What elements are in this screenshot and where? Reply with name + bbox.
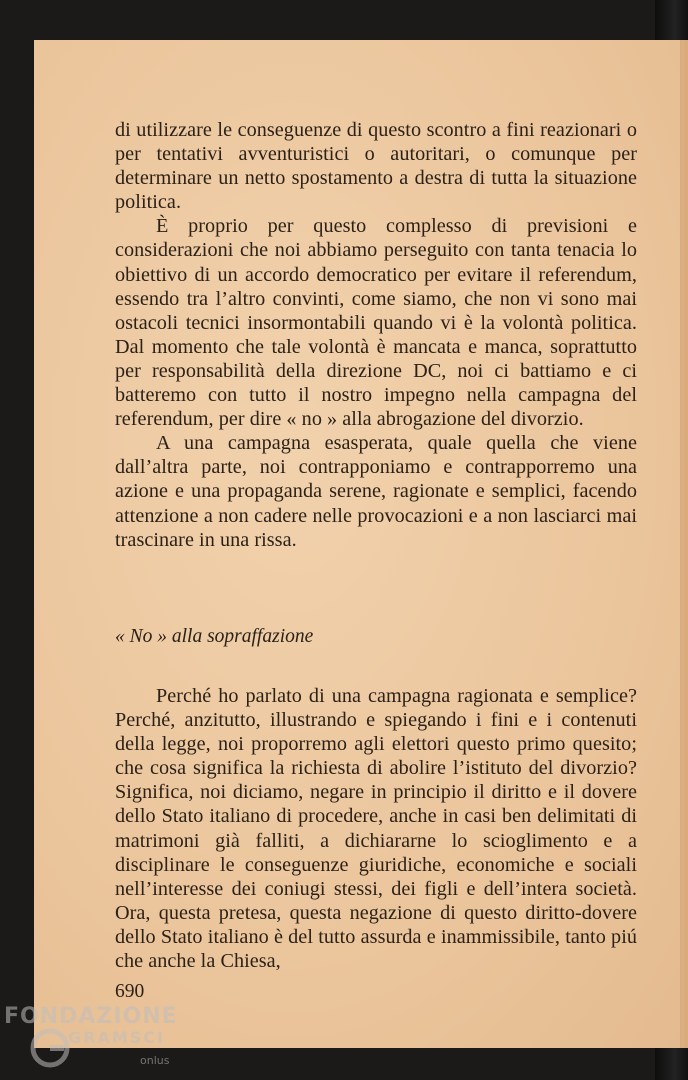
paragraph-3: A una campagna esasperata, quale quella che viene dall’altra parte, noi contrapponiamo e contrapporremo una azione e una propaganda serene, ragionate e semplici, facendo attenzione a non cadere nelle provocazioni e a non lasciarci mai trascinare in una rissa. (115, 432, 637, 551)
body-text-bottom (115, 684, 637, 973)
page-number: 690 (115, 981, 145, 1002)
watermark-line-3: onlus (140, 1054, 170, 1067)
paragraph-2: È proprio per questo complesso di previsioni e considerazioni che noi abbiamo perseguito con tanta tenacia lo obiettivo di un accordo democratico per evitare il referendum, essendo tra l’altro convinti, come siamo, che non vi sono mai ostacoli tecnici insormontabili quando vi è la volontà politica. Dal momento che tale volontà è mancata e manca, soprattutto per responsabilità della direzione DC, noi ci battiamo e ci batteremo con tutto il nostro impegno nella campagna del referendum, per dire « no » alla abrogazione del divorzio. (115, 215, 637, 431)
watermark-line-2: GRAMSCI (68, 1028, 165, 1047)
watermark-line-1: FONDAZIONE (4, 1004, 178, 1029)
section-heading: « No » alla sopraffazione (115, 626, 314, 647)
body-text-top (115, 118, 637, 552)
paragraph-4: Perché ho parlato di una campagna ragionata e semplice? Perché, anzitutto, illustrando e spiegando i fini e i contenuti della legge, noi proporremo agli elettori questo primo quesito; che cosa significa la richiesta di abolire l’istituto del divorzio? Significa, noi diciamo, negare in principio il diritto e il dovere dello Stato italiano di procedere, anche in casi ben delimitati di matrimoni già falliti, a dichiararne lo scioglimento e a disciplinare le conseguenze giuridiche, economiche e sociali nell’interesse dei coniugi stessi, dei figli e dell’intera società. Ora, questa pretesa, questa negazione di questo diritto-dovere dello Stato italiano è del tutto assurda e inammissibile, tanto piú che anche la Chiesa, (115, 685, 637, 973)
paragraph-1: di utilizzare le conseguenze di questo scontro a fini reazionari o per tentativi avventuristici o autoritari, o comunque per determinare un netto spostamento a destra di tutta la situazione politica. (115, 119, 637, 214)
gramsci-logo-icon (28, 1026, 72, 1070)
